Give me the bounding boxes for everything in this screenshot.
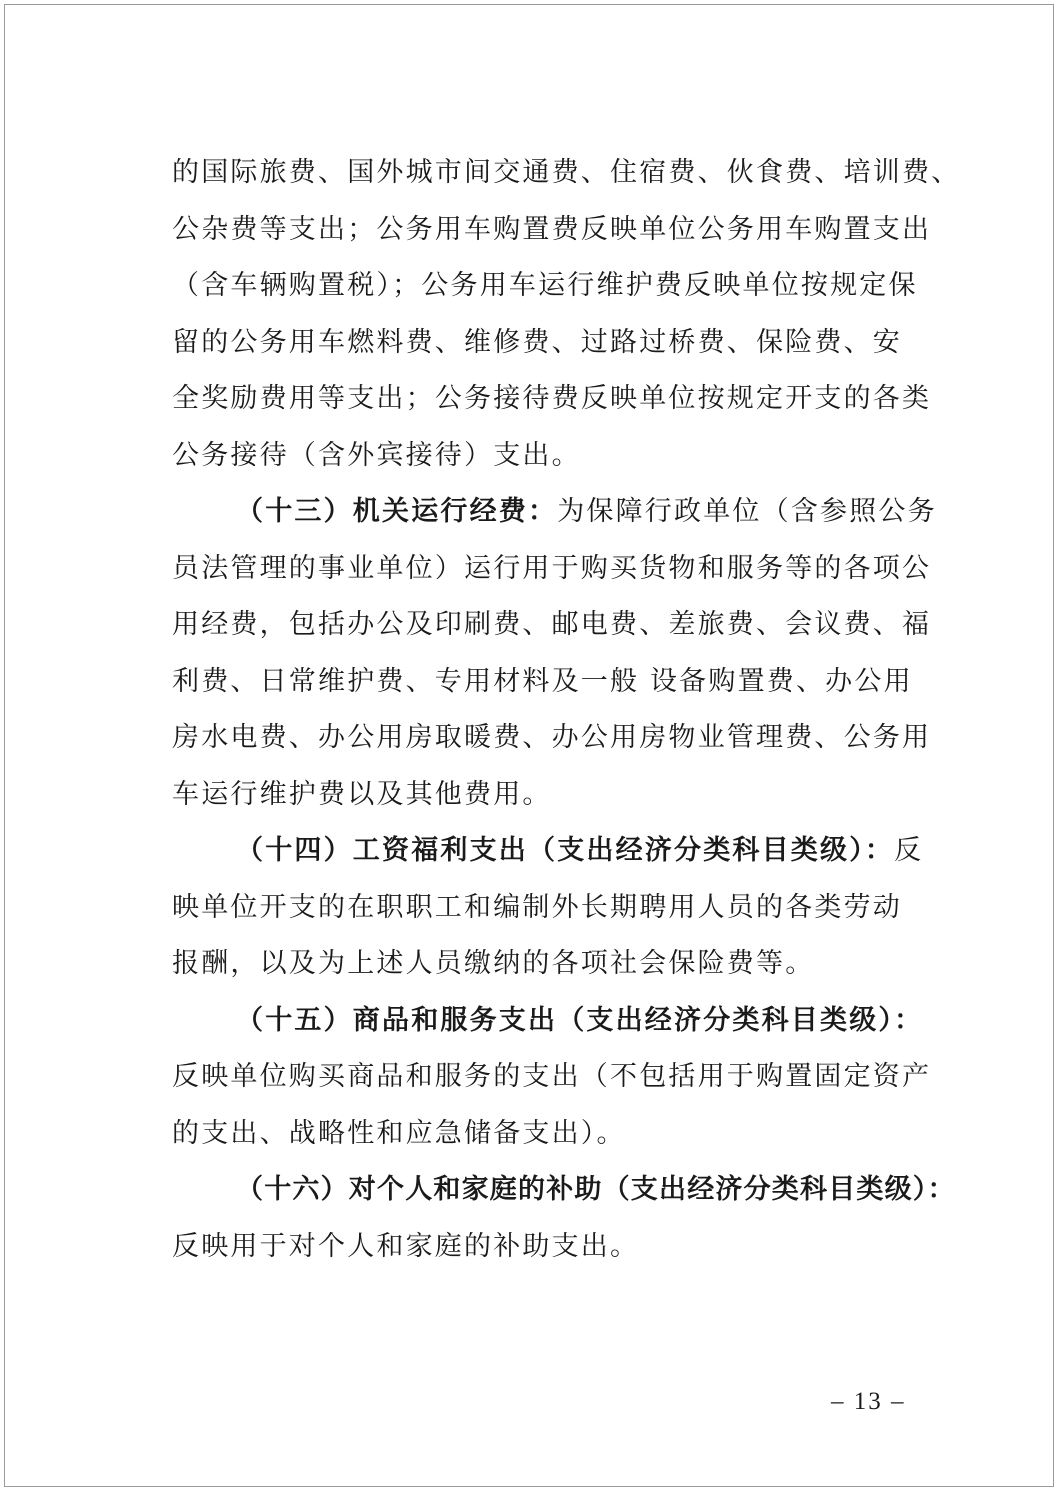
paragraph-line: 的国际旅费、国外城市间交通费、住宿费、伙食费、培训费、: [172, 157, 961, 188]
item-text: 反: [894, 835, 924, 866]
paragraph-line: 映单位开支的在职职工和编制外长期聘用人员的各类劳动: [172, 892, 902, 923]
paragraph-line: 的支出、战略性和应急储备支出）。: [172, 1118, 626, 1149]
paragraph-line: 反映用于对个人和家庭的补助支出。: [172, 1231, 640, 1262]
paragraph-first-line: [236, 1170, 956, 1210]
paragraph-line: 房水电费、办公用房取暖费、办公用房物业管理费、公务用: [172, 722, 932, 753]
paragraph-first-line: [236, 831, 923, 871]
item-heading: （十四）工资福利支出（支出经济分类科目类级）：: [236, 835, 895, 866]
paragraph-line: 利费、日常维护费、专用材料及一般 设备购置费、办公用: [172, 666, 913, 697]
paragraph-line: 公杂费等支出；公务用车购置费反映单位公务用车购置支出: [172, 214, 932, 245]
paragraph-line: （含车辆购置税）；公务用车运行维护费反映单位按规定保: [172, 270, 918, 301]
paragraph-line: 员法管理的事业单位）运行用于购买货物和服务等的各项公: [172, 553, 932, 584]
paragraph-line: 报酬，以及为上述人员缴纳的各项社会保险费等。: [172, 948, 815, 979]
paragraph-line: 反映单位购买商品和服务的支出（不包括用于购置固定资产: [172, 1061, 932, 1092]
item-heading: （十五）商品和服务支出（支出经济分类科目类级）：: [236, 1005, 924, 1036]
item-heading: （十六）对个人和家庭的补助（支出经济分类科目类级）：: [236, 1174, 956, 1205]
paragraph-first-line: [236, 1001, 923, 1041]
paragraph-line: 公务接待（含外宾接待）支出。: [172, 440, 581, 471]
item-text: 为保障行政单位（含参照公务: [557, 496, 937, 527]
paragraph-line: 留的公务用车燃料费、维修费、过路过桥费、保险费、安: [172, 327, 902, 358]
page-number: – 13 –: [831, 1388, 906, 1415]
paragraph-first-line: [236, 492, 937, 532]
document-page: [4, 4, 1054, 1487]
paragraph-line: 车运行维护费以及其他费用。: [172, 779, 552, 810]
item-heading: （十三）机关运行经费：: [236, 496, 558, 527]
paragraph-line: 全奖励费用等支出；公务接待费反映单位按规定开支的各类: [172, 383, 932, 414]
paragraph-line: 用经费，包括办公及印刷费、邮电费、差旅费、会议费、福: [172, 609, 932, 640]
